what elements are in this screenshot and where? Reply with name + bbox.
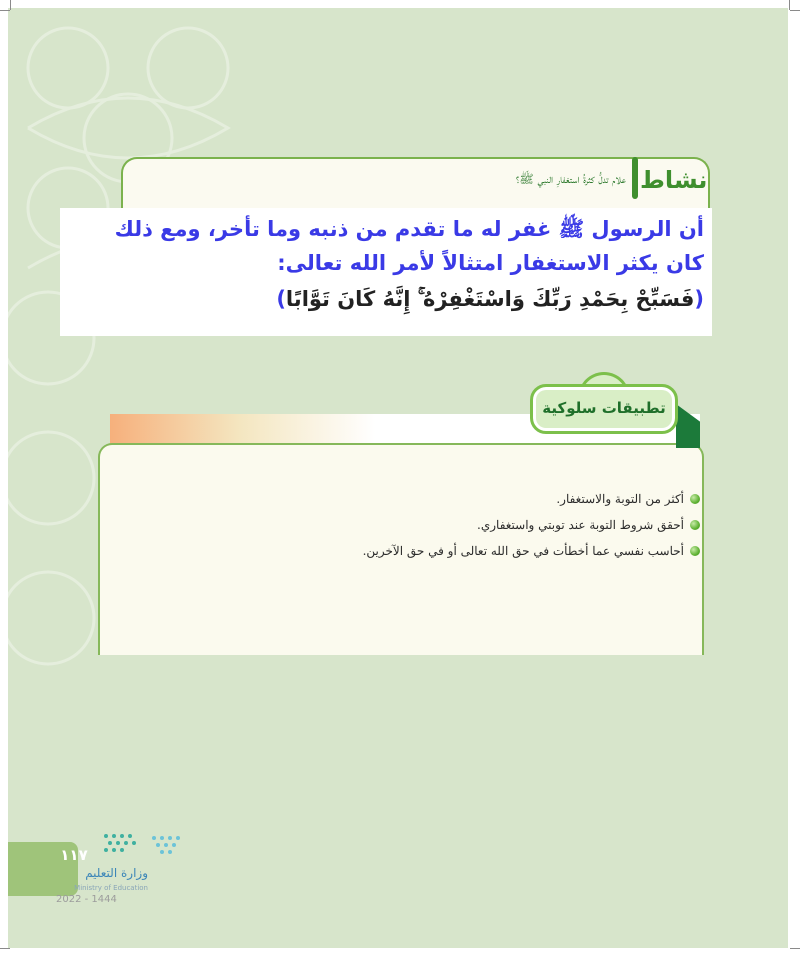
ministry-name-english: Ministry of Education: [74, 884, 148, 892]
ministry-name: وزارة التعليم: [85, 866, 148, 880]
list-item: [240, 538, 700, 564]
answer-line-1: أن الرسول ﷺ غفر له ما تقدم من ذنبه وما تأخر، ومع ذلك: [114, 217, 704, 241]
crop-mark: [0, 948, 10, 949]
answer-line-2: كان يكثر الاستغفار امتثالاً لأمر الله تعالى:: [277, 251, 704, 275]
year-label: 2022 - 1444: [56, 894, 117, 905]
applications-heading: تطبيقات سلوكية: [542, 399, 666, 417]
crop-mark: [790, 10, 800, 11]
crop-mark: [789, 0, 790, 10]
verse-bracket-open: (: [694, 287, 704, 311]
crop-mark: [790, 948, 800, 949]
green-bullet-icon: [690, 494, 700, 504]
applications-list: [240, 486, 700, 564]
verse-bracket-close: ): [276, 287, 286, 311]
green-bullet-icon: [690, 520, 700, 530]
quran-verse: [68, 280, 704, 318]
ministry-logo-icon: [96, 828, 192, 868]
list-item-text: أكثر من التوبة والاستغفار.: [556, 492, 684, 506]
green-bullet-icon: [690, 546, 700, 556]
list-item: [240, 486, 700, 512]
list-item-text: أحقق شروط التوبة عند توبتي واستغفاري.: [477, 518, 684, 532]
activity-divider: [632, 157, 638, 199]
page-number: ١١٧: [60, 846, 88, 864]
list-item: [240, 512, 700, 538]
verse-text: فَسَبِّحْ بِحَمْدِ رَبِّكَ وَاسْتَغْفِرْهُ ۚ إِنَّهُ كَانَ تَوَّابًا: [285, 287, 695, 311]
list-item-text: أحاسب نفسي عما أخطأت في حق الله تعالى أو في حق الآخرين.: [362, 544, 684, 558]
crop-mark: [0, 10, 10, 11]
crop-mark: [10, 0, 11, 10]
answer-box: [60, 208, 712, 336]
activity-tag: نشاط: [640, 166, 708, 194]
activity-question: علام تدلُّ كثرةُ استغفارِ النبي ﷺ؟: [515, 172, 626, 186]
